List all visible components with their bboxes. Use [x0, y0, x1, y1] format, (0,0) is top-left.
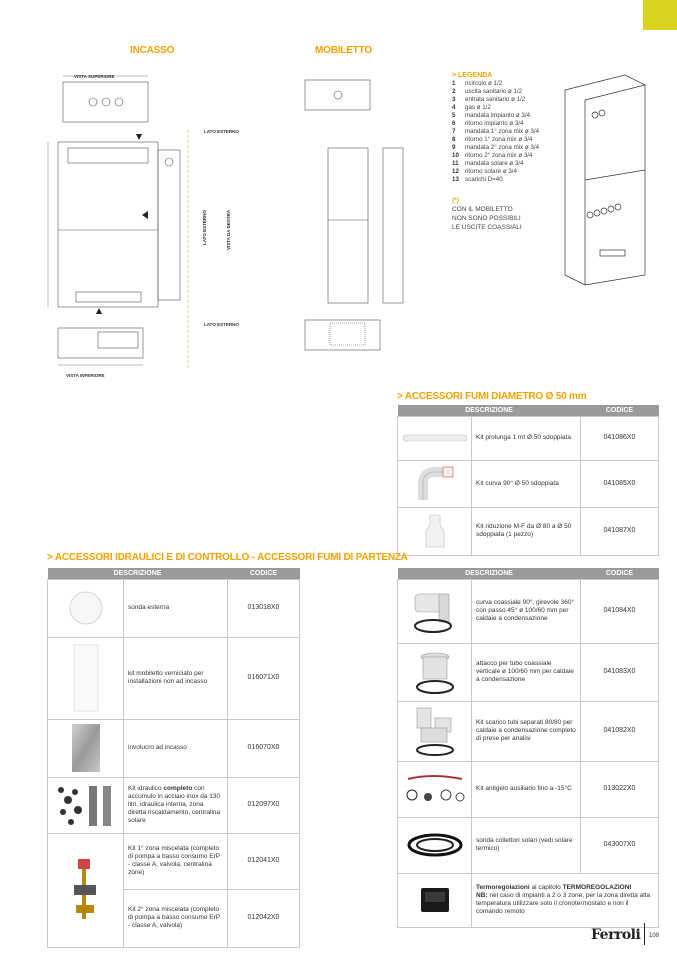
legend-item	[452, 168, 567, 176]
product-description: sonda collettori solari (vedi solare termico)	[472, 817, 581, 873]
idraulici-table	[47, 568, 300, 948]
legend-number: 12	[452, 168, 459, 175]
legend-number: 2	[452, 88, 456, 95]
table-row	[48, 833, 300, 889]
legend-item	[452, 112, 567, 120]
table-row	[398, 416, 659, 460]
legend-item	[452, 136, 567, 144]
product-description: kit mobiletto verniciato per installazioni non ad incasso	[124, 637, 228, 719]
legend-item	[452, 152, 567, 160]
ferroli-logo: Ferroli	[591, 927, 641, 943]
legend-item	[452, 80, 567, 88]
product-code: 041085X0	[581, 460, 659, 507]
product-description: curva coassiale 90°, girevole 360° con passo 45° ø 100/60 mm per caldaie a condensazione	[472, 579, 581, 643]
product-code: 013018X0	[228, 579, 300, 637]
pipe-icon	[398, 434, 471, 442]
page-number: 109	[649, 933, 660, 939]
termoregolazioni-note: Termoregolazioni al capitolo TERMOREGOLAZIONI NB: nel caso di impianti a 2 o 3 zone, per la zona diretta alta temperatura utilizzare solo il cronotermostato e non il comando remoto	[472, 873, 659, 927]
legend-text: mandata impianto ø 3/4	[465, 112, 531, 119]
legend-text: mandata solare ø 3/4	[465, 160, 524, 167]
note-line-2: NON SONO POSSIBILI	[452, 215, 521, 222]
legend-text: ritorno 1° zona mix ø 3/4	[465, 136, 533, 143]
solar-probe-icon	[398, 828, 471, 862]
table-row	[398, 643, 659, 701]
legend-number: 5	[452, 112, 456, 119]
legend-item	[452, 88, 567, 96]
product-code: 016070X0	[228, 719, 300, 777]
product-code: 041083X0	[581, 643, 659, 701]
lato-esterno-label-side: LATO ESTERNO	[202, 210, 207, 245]
idraulici-header-descrizione: DESCRIZIONE	[48, 568, 228, 579]
idraulici-header-codice: CODICE	[228, 568, 300, 579]
partenza-header-descrizione: DESCRIZIONE	[398, 568, 581, 579]
fumi50-header-codice: CODICE	[581, 405, 659, 416]
table-row	[398, 579, 659, 643]
table-row	[398, 460, 659, 507]
product-code: 013022X0	[581, 761, 659, 817]
product-code: 043007X0	[581, 817, 659, 873]
product-description: Kit prolunga 1 mt Ø 50 sdoppiata	[472, 416, 581, 460]
legend	[452, 72, 567, 232]
legend-item	[452, 96, 567, 104]
product-description: Kit antigelo ausiliario fino a -15°C	[472, 761, 581, 817]
note-line-1: CON IL MOBILETTO	[452, 206, 513, 213]
casing-icon	[48, 722, 123, 774]
product-description: Kit 1° zona miscelata (completo di pompa a basso consumo ErP - classe A, valvola, centralina zone)	[124, 833, 228, 889]
product-code: 041082X0	[581, 701, 659, 761]
lato-esterno-label-bottom: LATO ESTERNO	[204, 322, 239, 327]
product-description: attacco per tubo coassiale verticale ø 100/60 mm per caldaie a condensazione	[472, 643, 581, 701]
product-code: 041087X0	[581, 507, 659, 555]
product-description: sonda esterna	[124, 579, 228, 637]
table-row	[398, 761, 659, 817]
fumi50-table	[397, 405, 659, 556]
elbow-icon	[398, 466, 471, 502]
legend-text: gas ø 1/2	[465, 104, 491, 111]
split-exhaust-icon	[398, 704, 471, 758]
legend-number: 10	[452, 152, 459, 159]
table-row	[398, 873, 659, 927]
product-code: 012041X0	[228, 833, 300, 889]
lato-esterno-label-top: LATO ESTERNO	[204, 129, 239, 134]
note	[452, 196, 567, 232]
legend-text: ritorno 2° zona mix ø 3/4	[465, 152, 533, 159]
legend-text: ritorno impianto ø 3/4	[465, 120, 524, 127]
footer-divider	[644, 923, 645, 945]
legend-text: mandata 1° zona mix ø 3/4	[465, 128, 540, 135]
fumi50-header-descrizione: DESCRIZIONE	[398, 405, 581, 416]
note-line-3: LE USCITE COASSIALI	[452, 224, 522, 231]
product-code: 041086X0	[581, 416, 659, 460]
product-description: Kit idraulico completo con accumulo in acciaio inox da 130 litri, idraulica interna, zona diretta riscaldamento, centralina solare	[124, 777, 228, 833]
legend-number: 6	[452, 120, 456, 127]
product-description: involucro ad incasso	[124, 719, 228, 777]
cabinet-icon	[48, 643, 123, 713]
legend-items	[452, 80, 567, 184]
legend-text: ritorno solare ø 3/4	[465, 168, 517, 175]
mix-zone-icon	[48, 855, 123, 925]
table-row	[398, 817, 659, 873]
legend-text: scarichi D=40	[465, 176, 503, 183]
legend-text: ricircolo ø 1/2	[465, 80, 503, 87]
title-incasso: INCASSO	[130, 45, 175, 56]
legend-number: 3	[452, 96, 456, 103]
legend-item	[452, 128, 567, 136]
table-row	[48, 777, 300, 833]
legend-text: entrata sanitario ø 1/2	[465, 96, 526, 103]
table-row	[398, 701, 659, 761]
incasso-drawing	[38, 70, 263, 385]
coaxial-elbow-icon	[398, 586, 471, 636]
product-code: 041084X0	[581, 579, 659, 643]
table-row	[48, 579, 300, 637]
legend-item	[452, 120, 567, 128]
hydraulic-kit-icon	[48, 780, 123, 830]
corner-tab	[643, 0, 677, 30]
product-code: 012042X0	[228, 889, 300, 947]
vista-superiore-label: VISTA SUPERIORE	[74, 74, 115, 79]
table-row	[48, 637, 300, 719]
legend-item	[452, 144, 567, 152]
legend-number: 8	[452, 136, 456, 143]
table-row	[48, 719, 300, 777]
legend-number: 13	[452, 176, 459, 183]
thermostat-icon	[398, 885, 471, 915]
legend-number: 4	[452, 104, 456, 111]
vista-da-destra-label: VISTA DA DESTRA	[226, 209, 231, 250]
product-description: Kit riduzione M-F da Ø 80 a Ø 50 sdoppiata (1 pezzo)	[472, 507, 581, 555]
note-star: (*)	[452, 197, 459, 204]
product-description: Kit 2° zona miscelata (completo di pompa a basso consumo ErP - classe A, valvola)	[124, 889, 228, 947]
legend-number: 9	[452, 144, 456, 151]
cabinet-illustration	[560, 70, 650, 290]
title-mobiletto: MOBILETTO	[315, 45, 372, 56]
vertical-adapter-icon	[398, 647, 471, 697]
product-code: 012097X0	[228, 777, 300, 833]
vista-inferiore-label: VISTA INFERIORE	[66, 373, 105, 378]
product-description: Kit scarico tubi separati 80/80 per caldaie a condensazione completo di prese per analisi	[472, 701, 581, 761]
legend-title: > LEGENDA	[452, 72, 493, 79]
legend-text: mandata 2° zona mix ø 3/4	[465, 144, 540, 151]
table-row	[398, 507, 659, 555]
product-code: 016071X0	[228, 637, 300, 719]
legend-number: 1	[452, 80, 456, 87]
product-description: Kit curva 90° Ø 50 sdoppiata	[472, 460, 581, 507]
title-fumi50: > ACCESSORI FUMI DIAMETRO Ø 50 mm	[397, 391, 587, 402]
legend-item	[452, 176, 567, 184]
legend-item	[452, 104, 567, 112]
legend-item	[452, 160, 567, 168]
probe-icon	[48, 588, 123, 628]
partenza-header-codice: CODICE	[581, 568, 659, 579]
reducer-icon	[398, 513, 471, 549]
legend-number: 7	[452, 128, 456, 135]
fumi-partenza-table	[397, 568, 659, 928]
antifreeze-kit-icon	[398, 769, 471, 809]
title-idraulici: > ACCESSORI IDRAULICI E DI CONTROLLO - ACCESSORI FUMI DI PARTENZA	[47, 552, 408, 563]
legend-number: 11	[452, 160, 459, 167]
legend-text: uscita sanitario ø 1/2	[465, 88, 523, 95]
mobiletto-drawing	[290, 70, 430, 370]
